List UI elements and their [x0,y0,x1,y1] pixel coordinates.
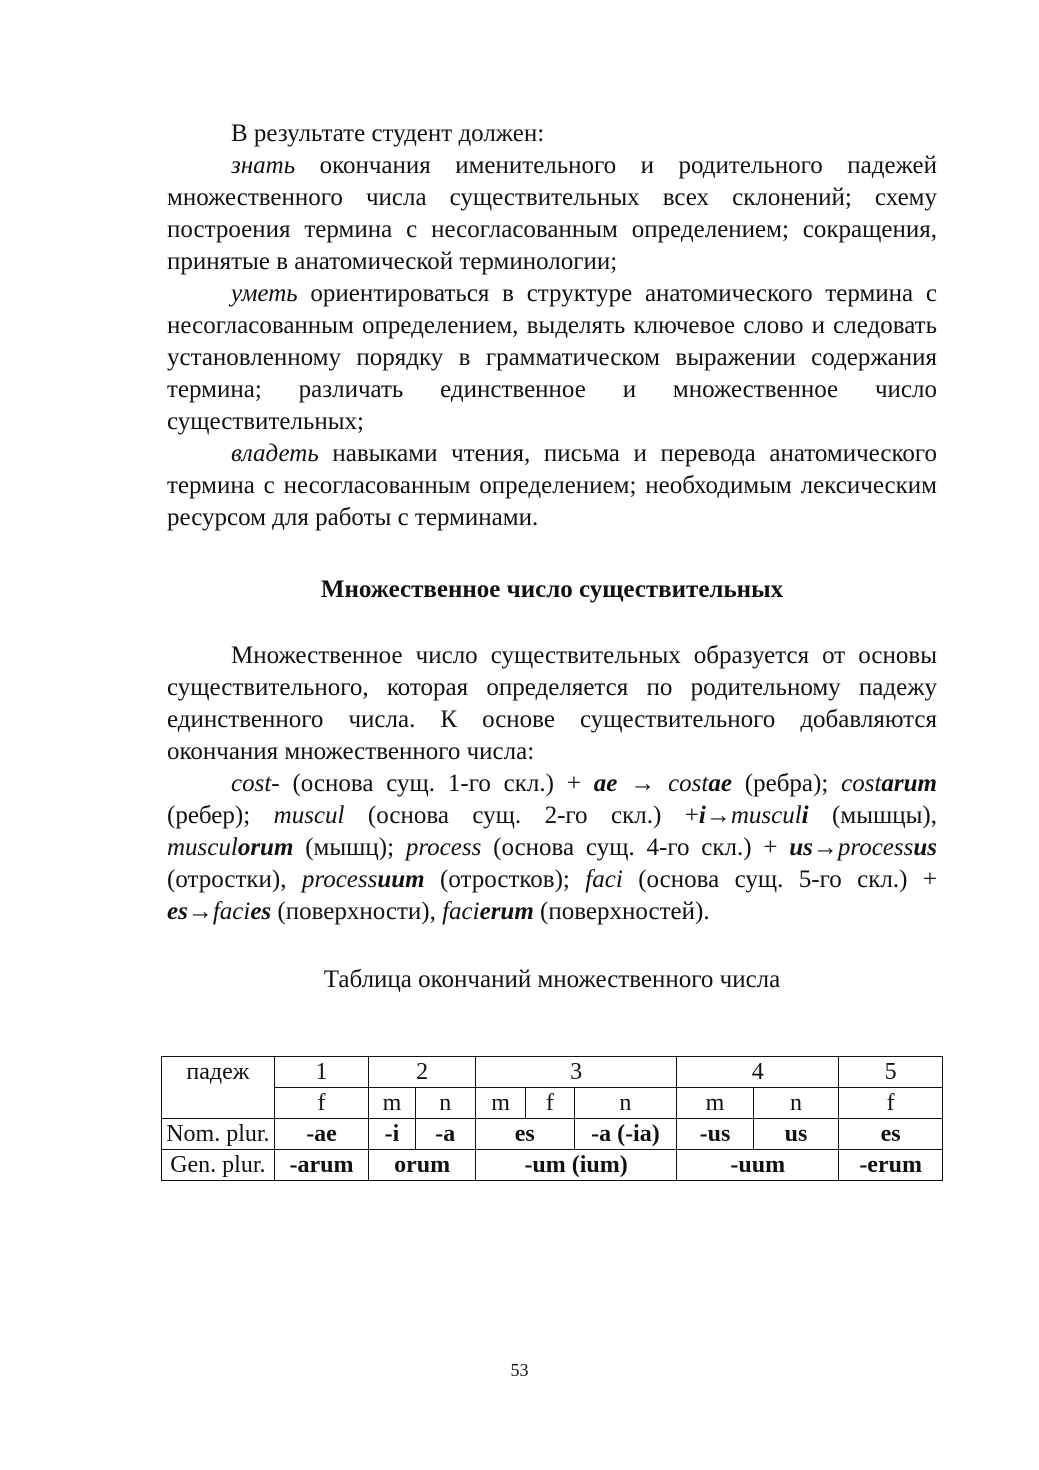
gender-cell: f [274,1088,369,1119]
znat-text: окончания именительного и родительного падежей множественного числа существительных всех склонений; схему построения термина с несогласованным определением; сокращения, принятые в анатомической терминологии; [167,152,937,275]
nom-cell: es [839,1119,943,1150]
gender-cell: f [839,1088,943,1119]
ex-ending: arum [881,770,938,797]
page-number: 53 [510,1360,529,1380]
ex-ending: i [801,802,809,829]
decl-cell: 4 [677,1057,839,1088]
plural-paragraph: Множественное число существительных образуется от основы существительного, которая определяется по родительному падежу единственного числа. К основе существительного добавляются окончания множественного числа: [167,642,937,765]
ex-term: cost [668,770,709,797]
umet-word: уметь [231,280,298,307]
ex-text: (отростков); [424,866,586,893]
ex-ending: ae [593,770,618,797]
ex-ending: es [250,898,272,925]
table-row [162,1057,943,1088]
gen-cell: -um (ium) [475,1150,676,1181]
ex-ending: i [698,802,706,829]
ex-text: (основа сущ. 5-го скл.) + [622,866,937,893]
ex-arrow: → [187,898,213,925]
ex-text: (основа сущ. 4-го скл.) + [481,834,790,861]
gen-label: Gen. plur. [162,1150,275,1181]
ex-term: faci [585,866,623,893]
nom-cell: -us [677,1119,753,1150]
section-heading: Множественное число существительных [320,576,784,603]
ex-term: muscul [273,802,345,829]
gender-cell: n [415,1088,475,1119]
decl-cell: 2 [369,1057,476,1088]
table-row [162,1088,943,1119]
gen-cell: -uum [677,1150,839,1181]
ex-term: process [837,834,914,861]
ex-text: (основа сущ. 2-го скл.) + [344,802,699,829]
ex-ending: us [789,834,813,861]
decl-cell: 1 [274,1057,369,1088]
header-case: падеж [162,1057,275,1119]
ex-term: cost- [231,770,280,797]
ex-ending: ae [708,770,732,797]
table-row [162,1119,943,1150]
examples-paragraph [167,768,937,928]
vladet-word: владеть [231,440,319,467]
decl-cell: 3 [475,1057,676,1088]
endings-table [161,1056,943,1181]
ex-term: muscul [167,834,238,861]
ex-term: faci [442,898,480,925]
gen-cell: -arum [274,1150,369,1181]
ex-ending: erum [479,898,534,925]
gen-cell: -erum [839,1150,943,1181]
nom-cell: -ae [274,1119,369,1150]
ex-term: muscul [730,802,802,829]
ex-ending: es [167,898,188,925]
znat-word: знать [231,152,296,179]
ex-term: cost [841,770,882,797]
nom-cell: us [753,1119,839,1150]
vladet-text: навыками чтения, письма и перевода анатомического термина с несогласованным определением; необходимым лексическим ресурсом для работы с терминами. [167,440,937,531]
umet-paragraph [167,278,937,438]
gender-cell: n [574,1088,677,1119]
gender-cell: m [475,1088,525,1119]
ex-text: (ребра); [731,770,842,797]
table-caption: Таблица окончаний множественного числа [323,966,781,993]
page-body [167,118,937,996]
nom-cell: -i [369,1119,415,1150]
ex-text: (поверхности), [271,898,443,925]
table-row [162,1150,943,1181]
nom-cell: -a [415,1119,475,1150]
ex-text: (поверхностей). [533,898,710,925]
umet-text: ориентироваться в структуре анатомического термина с несогласованным определением, выделять ключевое слово и следовать установленному порядку в грамматическом выражении содержания термина; различать единственное и множественное число существительных; [167,280,937,435]
ex-text: (ребер); [167,802,274,829]
vladet-paragraph [167,438,937,534]
nom-cell: es [475,1119,574,1150]
ex-term: process [301,866,378,893]
znat-paragraph [167,150,937,278]
intro-line: В результате студент должен: [231,120,545,147]
gender-cell: m [677,1088,753,1119]
ex-ending: orum [237,834,294,861]
ex-term: process [405,834,482,861]
ex-text: (мышцы), [808,802,937,829]
nom-cell: -a (-ia) [574,1119,677,1150]
ex-text: (основа сущ. 1-го скл.) + [279,770,594,797]
gender-cell: m [369,1088,415,1119]
ex-ending: uum [377,866,425,893]
gen-cell: orum [369,1150,476,1181]
decl-cell: 5 [839,1057,943,1088]
ex-term: faci [212,898,251,925]
ex-arrow: → [705,802,731,829]
nom-label: Nom. plur. [162,1119,275,1150]
gender-cell: n [753,1088,839,1119]
ex-text: (отростки), [167,866,302,893]
gender-cell: f [526,1088,574,1119]
ex-text: → [617,770,669,797]
ex-arrow: → [812,834,838,861]
ex-text: (мышц); [293,834,406,861]
ex-ending: us [913,834,937,861]
